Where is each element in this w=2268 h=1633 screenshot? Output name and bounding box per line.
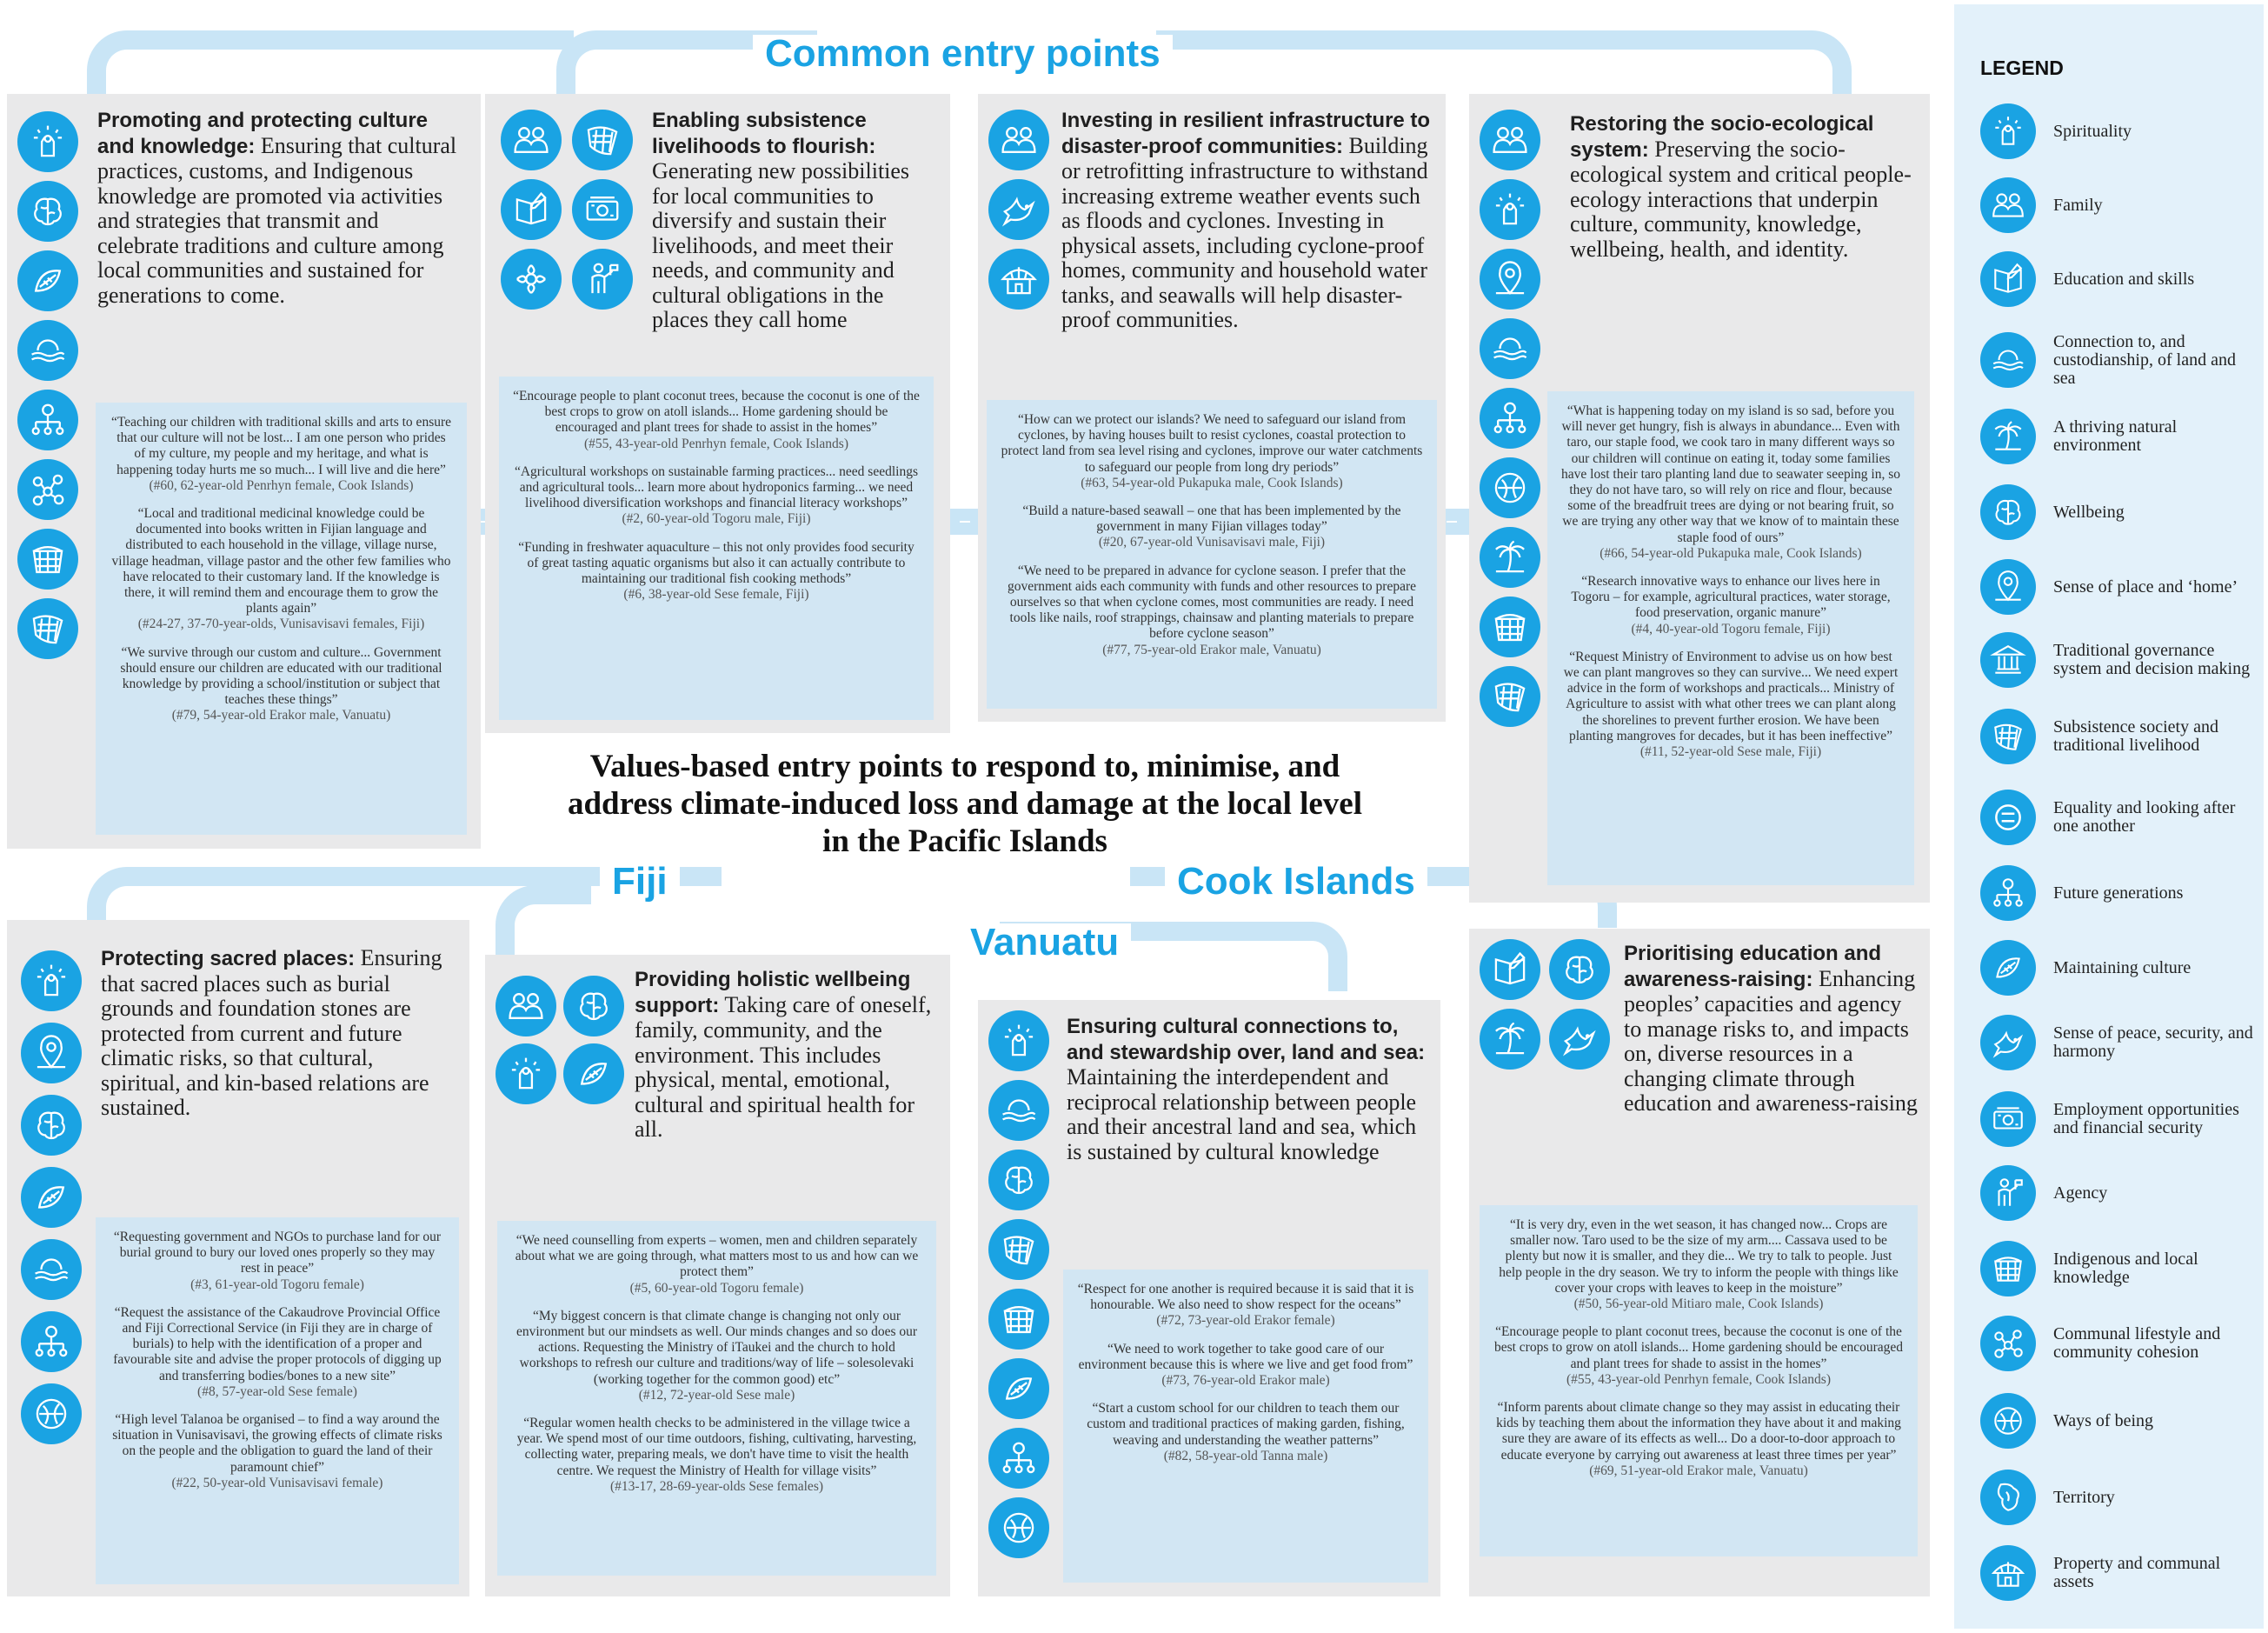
- culture-icon: [21, 1167, 82, 1228]
- land-sea-icon: [1980, 332, 2036, 388]
- future-generations-icon: [17, 390, 78, 450]
- wellbeing-brain-icon: [988, 1150, 1049, 1210]
- quote: “We need to be prepared in advance for cyclone season. I prefer that the government aids each community with funds and other resources to prepare ourselves so that when cyclone comes, most communities are ready. I need tools like nails, roof strappings, chainsaw and planting materials to prepare before cyclone season” (#77, 75-year-old Erakor male, Vanuatu): [1007, 563, 1417, 657]
- quote: “Inform parents about climate change so they may assist in educating their kids by teaching them about the information they have about it and making sure they are aware of its effects as well... Do a door-to-door approach to educate everyone by carrying out awareness at least three times per year” (#69, 51-year-old Erakor male, Vanuatu): [1496, 1400, 1901, 1478]
- quote: “Requesting government and NGOs to purchase land for our burial ground to bury our loved ones properly so they may rest in peace” (#3, 61-year-old Togoru female): [113, 1230, 442, 1292]
- card-socio-ecological-text: Restoring the socio-ecological system: Preserving the socio-ecological system and critical people-ecology interactions that underpin culture, community, knowledge, wellbeing, health, and identity.: [1570, 112, 1912, 262]
- quote: “Teaching our children with traditional skills and arts to ensure that our culture will not be lost... I am one person who prides of my culture, my people and my heritage, and what is happening today hurts me so much... I will live and die here” (#60, 62-year-old Penrhyn female, Cook Islands): [110, 415, 452, 493]
- spirituality-icon: [496, 1043, 556, 1104]
- legend-item-wellbeing: [1980, 484, 2258, 545]
- card-resilient-infrastructure-quotes: [987, 400, 1437, 709]
- ways-of-being-icon: [1480, 457, 1540, 518]
- future-generations-icon: [1980, 865, 2036, 921]
- ways-of-being-icon: [1980, 1393, 2036, 1449]
- money-icon: [1980, 1091, 2036, 1147]
- basket-icon: [1980, 1241, 2036, 1296]
- connector-mid-center: [948, 509, 982, 535]
- legend-item-employment: [1980, 1091, 2258, 1152]
- palm-tree-icon: [1480, 527, 1540, 588]
- family-icon: [1480, 110, 1540, 170]
- card-resilient-infrastructure-text: Investing in resilient infrastructure to disaster-proof communities: Building or retrofitting infrastructure to withstand increasing extreme weather events such as floods and cyclones. Investing in physical assets, including cyclone-proof homes, community and household water tanks, and seawalls will help disaster- proof communities.: [1061, 109, 1431, 332]
- spirituality-icon: [1980, 103, 2036, 159]
- future-generations-icon: [988, 1428, 1049, 1489]
- card-sacred-places-quotes: [96, 1217, 459, 1584]
- card-resilient-infrastructure: [978, 94, 1446, 722]
- card-education-awareness-text: Prioritising education and awareness-raising: Enhancing peoples’ capacities and agency to manage risks to, and impacts on, diverse resources in a changing climate through education and awareness-raising: [1624, 942, 1918, 1116]
- ways-of-being-icon: [21, 1383, 82, 1444]
- legend-label: Future generations: [2053, 883, 2184, 903]
- header-common-entry-points: Common entry points: [753, 35, 1173, 73]
- place-pin-icon: [21, 1023, 82, 1083]
- legend-item-maintaining-culture: [1980, 940, 2258, 1001]
- wellbeing-brain-icon: [1549, 939, 1610, 1000]
- legend-item-indigenous-knowledge: [1980, 1241, 2258, 1302]
- card-socio-ecological-quotes: [1547, 391, 1914, 885]
- land-sea-icon: [988, 1080, 1049, 1141]
- fishing-net-icon: [572, 110, 633, 170]
- culture-icon: [501, 249, 562, 310]
- card-subsistence-livelihoods: [485, 94, 950, 733]
- legend-label: Spirituality: [2053, 121, 2132, 141]
- header-fiji: Fiji: [600, 863, 680, 901]
- legend-panel: [1954, 4, 2264, 1629]
- legend-label: Education and skills: [2053, 269, 2195, 289]
- card-land-sea-stewardship-text: Ensuring cultural connections to, and stewardship over, land and sea: Maintaining the interdependent and reciprocal relationship between people and their ancestral land and sea, which is sustained by cultural knowledge: [1067, 1015, 1426, 1164]
- network-icon: [17, 459, 78, 520]
- card-holistic-wellbeing: [485, 955, 950, 1596]
- header-cook-islands: Cook Islands: [1165, 863, 1427, 901]
- money-icon: [572, 179, 633, 240]
- card-land-sea-stewardship: [978, 1000, 1440, 1596]
- card-socio-ecological: [1469, 94, 1930, 903]
- legend-label: Territory: [2053, 1487, 2115, 1507]
- legend-item-property: [1980, 1545, 2258, 1606]
- quote: “Local and traditional medicinal knowledge could be documented into books written in Fijian language and distributed to each household in the village, village nurse, village headman, village pastor and the other few families who have relocated to their customary land. If the knowledge is there, it will remind them and encourage them to grow the plants again” (#24-27, 37-70-year-olds, Vunisavisavi females, Fiji): [111, 506, 451, 632]
- culture-icon: [17, 250, 78, 311]
- legend-label: Sense of place and ‘home’: [2053, 577, 2238, 597]
- education-icon: [1980, 251, 2036, 307]
- palm-tree-icon: [1480, 1009, 1540, 1070]
- card-education-awareness: [1469, 929, 1930, 1596]
- education-icon: [1480, 939, 1540, 1000]
- card-sacred-places-text: Protecting sacred places: Ensuring that sacred places such as burial grounds and foundation stones are protected from current and future climatic risks, so that cultural, spiritual, and kin-based relations are sustained.: [101, 945, 442, 1120]
- card-holistic-wellbeing-quotes: [497, 1221, 936, 1576]
- card-subsistence-livelihoods-text: Enabling subsistence livelihoods to flourish: Generating new possibilities for local communities to diversify and sustain their livelihoods, and meet their needs, and community and cultural obligations in the places they call home: [652, 109, 910, 332]
- quote: “Build a nature-based seawall – one that has been implemented by the government in many Fijian villages today” (#20, 67-year-old Vunisavisavi male, Fiji): [1022, 503, 1401, 550]
- header-vanuatu: Vanuatu: [958, 923, 1131, 962]
- legend-label: Indigenous and local knowledge: [2053, 1250, 2198, 1287]
- culture-icon: [988, 1358, 1049, 1419]
- territory-map-icon: [1980, 1470, 2036, 1525]
- quote: “Regular women health checks to be administered in the village twice a year. We spend most of our time outdoors, fishing, cultivating, harvesting, collecting water, preparing meals, we don't have time to visit the health centre. We request the Ministry of Health for village visits” (#13-17, 28-69-year-olds Sese females): [516, 1416, 917, 1494]
- quote: “Funding in freshwater aquaculture – this not only provides food security of great tasting aquatic organisms but also it can actually contribute to maintaining our traditional fish cooking methods” (#6, 38-year-old Sese female, Fiji): [518, 539, 915, 603]
- legend-item-natural-environment: [1980, 409, 2258, 470]
- dove-icon: [1549, 1009, 1610, 1070]
- family-icon: [1980, 177, 2036, 233]
- legend-label: Wellbeing: [2053, 502, 2125, 522]
- fishing-net-icon: [1480, 666, 1540, 727]
- quote: “Request the assistance of the Cakaudrove Provincial Office and Fiji Correctional Service (in Fiji they are in charge of burials) to help with the identification of a proper and favourable site and advise the proper protocols of digging up and transferring bodies/bones to a new site” (#8, 57-year-old Sese female): [113, 1304, 442, 1399]
- legend-item-communal-lifestyle: [1980, 1316, 2258, 1376]
- card-culture-knowledge-quotes: [96, 403, 467, 835]
- wellbeing-brain-icon: [563, 976, 624, 1036]
- place-pin-icon: [1980, 559, 2036, 615]
- legend-label: Subsistence society and traditional livelihood: [2053, 717, 2218, 755]
- legend-label: Employment opportunities and financial security: [2053, 1100, 2239, 1137]
- connector-fiji-inner: [496, 885, 591, 955]
- quote: “My biggest concern is that climate change is changing not only our environment but our mindsets as well. Our minds changes and so does our actions. Requesting the Ministry of iTaukei and the church to hold workshops to refresh our culture and traditions/way of life – solesolevaki (working together for the common good) etc” (#12, 72-year-old Sese male): [515, 1308, 918, 1403]
- quote: “We survive through our custom and culture... Government should ensure our children are educated with our traditional knowledge by providing a school/institution or subject that teaches these things” (#79, 54-year-old Erakor male, Vanuatu): [120, 644, 442, 723]
- wellbeing-brain-icon: [17, 181, 78, 242]
- legend-item-ways-of-being: [1980, 1393, 2258, 1454]
- legend-label: Property and communal assets: [2053, 1554, 2221, 1591]
- quote: “We need to work together to take good care of our environment because this is where we live and get food from” (#73, 76-year-old Erakor male): [1078, 1341, 1413, 1389]
- card-culture-knowledge: [7, 94, 481, 849]
- dove-icon: [1980, 1015, 2036, 1070]
- legend-item-land-sea: [1980, 332, 2258, 393]
- family-icon: [988, 110, 1049, 170]
- legend-item-future-generations: [1980, 865, 2258, 926]
- card-subsistence-livelihoods-quotes: [499, 377, 934, 720]
- legend-label: Equality and looking after one another: [2053, 798, 2236, 836]
- ways-of-being-icon: [988, 1497, 1049, 1558]
- wellbeing-brain-icon: [21, 1095, 82, 1156]
- wellbeing-brain-icon: [1980, 484, 2036, 540]
- card-education-awareness-quotes: [1480, 1205, 1918, 1556]
- family-icon: [501, 110, 562, 170]
- legend-label: Sense of peace, security, and harmony: [2053, 1023, 2253, 1061]
- governance-building-icon: [1980, 632, 2036, 688]
- basket-icon: [17, 529, 78, 590]
- quote: “We need counselling from experts – women, men and children separately about what we are going through, what matters most to us and how can we protect them” (#5, 60-year-old Togoru female): [515, 1233, 919, 1296]
- quote: “Agricultural workshops on sustainable farming practices... need seedlings and agricultural tools... learn more about hydroponics farming... we need livelihood diversification workshops and financial literacy workshops” (#2, 60-year-old Togoru male, Fiji): [514, 463, 918, 527]
- future-generations-icon: [1480, 388, 1540, 449]
- legend-item-family: [1980, 177, 2258, 238]
- hut-icon: [1980, 1545, 2036, 1601]
- legend-title: LEGEND: [1980, 57, 2064, 79]
- legend-item-spirituality: [1980, 103, 2258, 164]
- quote: “It is very dry, even in the wet season, it has changed now... Crops are smaller now. Taro used to be the size of my arm.... Cassava used to be plenty but now it is smaller, and they die... We try to talk to people. Just help people in the dry season. We try to inform the people with things like cover your crops with leaves to keep in the moisture” (#50, 56-year-old Mitiaro male, Cook Islands): [1499, 1217, 1899, 1312]
- card-holistic-wellbeing-text: Providing holistic wellbeing support: Taking care of oneself, family, community, and the environment. This includes physical, mental, emotional, cultural and spiritual health for all.: [635, 968, 932, 1142]
- dove-icon: [988, 179, 1049, 240]
- spirituality-icon: [21, 950, 82, 1011]
- quote: “Encourage people to plant coconut trees, because the coconut is one of the best crops to grow on atoll islands... Home gardening should be encouraged and plant trees for shade to assist in the homes” (#55, 43-year-old Penrhyn female, Cook Islands): [513, 389, 920, 451]
- place-pin-icon: [1480, 249, 1540, 310]
- quote: “How can we protect our islands? We need to safeguard our island from cyclones, by having houses built to resist cyclones, coastal protection to protect land from sea level rising and cyclones, improve our water catchments to safeguard our people from long dry periods” (#63, 54-year-old Pukapuka male, Cook Islands): [1001, 412, 1423, 490]
- culture-icon: [1980, 940, 2036, 996]
- quote: “Encourage people to plant coconut trees, because the coconut is one of the best crops to grow on atoll islands... Home gardening should be encouraged and plant trees for shade to assist in the homes” (#55, 43-year-old Penrhyn female, Cook Islands): [1493, 1324, 1904, 1387]
- card-land-sea-stewardship-quotes: [1063, 1270, 1428, 1583]
- basket-icon: [988, 1289, 1049, 1350]
- legend-item-subsistence: [1980, 709, 2258, 770]
- legend-item-governance: [1980, 632, 2258, 693]
- fishing-net-icon: [17, 598, 78, 659]
- legend-label: Ways of being: [2053, 1410, 2154, 1430]
- legend-item-peace: [1980, 1015, 2258, 1076]
- hut-icon: [988, 249, 1049, 310]
- land-sea-icon: [1480, 318, 1540, 379]
- palm-tree-icon: [1980, 409, 2036, 464]
- culture-icon: [563, 1043, 624, 1104]
- quote: “Request Ministry of Environment to advise us on how best we can plant mangroves so they can survive... We need expert advice in the form of workshops and practicals... Ministry of Agriculture to assist with what other trees we can plant along the shorelines to prevent further erosion. We have been planting mangroves for decades, but it has been ineffective” (#11, 52-year-old Sese male, Fiji): [1563, 649, 1899, 760]
- future-generations-icon: [21, 1311, 82, 1372]
- legend-label: Family: [2053, 195, 2103, 215]
- network-icon: [1980, 1316, 2036, 1371]
- quote: “High level Talanoa be organised – to find a way around the situation in Vunisavisavi, the growing effects of climate risks on the people and the obligation to guard the land of their paramount chief” (#22, 50-year-old Vunisavisavi female): [112, 1412, 442, 1490]
- spirituality-icon: [1480, 179, 1540, 240]
- legend-label: A thriving natural environment: [2053, 417, 2178, 455]
- education-icon: [501, 179, 562, 240]
- legend-item-territory: [1980, 1470, 2258, 1530]
- land-sea-icon: [17, 320, 78, 381]
- fishing-net-icon: [988, 1219, 1049, 1280]
- fishing-net-icon: [1980, 709, 2036, 764]
- legend-label: Agency: [2053, 1183, 2108, 1203]
- quote: “Start a custom school for our children to teach them our custom and traditional practices of making garden, fishing, weaving and understanding the weather patterns” (#82, 58-year-old Tanna male): [1087, 1401, 1405, 1463]
- legend-item-education: [1980, 251, 2258, 312]
- card-sacred-places: [7, 920, 469, 1596]
- legend-label: Connection to, and custodianship, of land and sea: [2053, 331, 2236, 388]
- legend-item-equality: [1980, 790, 2258, 850]
- center-title: Values-based entry points to respond to, minimise, and address climate-induced loss and damage at the local level in the Pacific Islands: [567, 749, 1362, 859]
- family-icon: [496, 976, 556, 1036]
- card-culture-knowledge-text: Promoting and protecting culture and knowledge: Ensuring that cultural practices, customs, and Indigenous knowledge are promoted via activities and strategies that transmit and celebrate traditions and culture among local communities and sustained for generations to come.: [97, 109, 457, 308]
- legend-label: Traditional governance system and decision making: [2053, 641, 2251, 678]
- land-sea-icon: [21, 1239, 82, 1300]
- agency-person-icon: [1980, 1165, 2036, 1221]
- basket-icon: [1480, 597, 1540, 657]
- quote: “Respect for one another is required because it is said that it is honourable. We also need to show respect for the oceans” (#72, 73-year-old Erakor female): [1077, 1282, 1414, 1329]
- legend-label: Maintaining culture: [2053, 957, 2192, 977]
- agency-person-icon: [572, 249, 633, 310]
- quote: “What is happening today on my island is so sad, before you will never get hungry, fish is always in abundance... Even with taro, our staple food, we cook taro in many different ways so our children will continue on eating it, today some families have lost their taro planting land due to seawater seeping in, so they do not have taro, so will rely on rice and flour, because some of the breadfruit trees are dying or not bearing fruit, so we are trying any other way that we know of to maintain these staple food of ours” (#66, 54-year-old Pukapuka male, Cook Islands): [1561, 403, 1900, 561]
- legend-label: Communal lifestyle and community cohesion: [2053, 1324, 2221, 1362]
- spirituality-icon: [17, 111, 78, 172]
- legend-item-sense-of-place: [1980, 559, 2258, 620]
- spirituality-icon: [988, 1010, 1049, 1071]
- legend-item-agency: [1980, 1165, 2258, 1226]
- quote: “Research innovative ways to enhance our lives here in Togoru – for example, agricultural practices, water storage, food preservation, organic manure” (#4, 40-year-old Togoru female, Fiji): [1571, 574, 1891, 637]
- equality-icon: [1980, 790, 2036, 845]
